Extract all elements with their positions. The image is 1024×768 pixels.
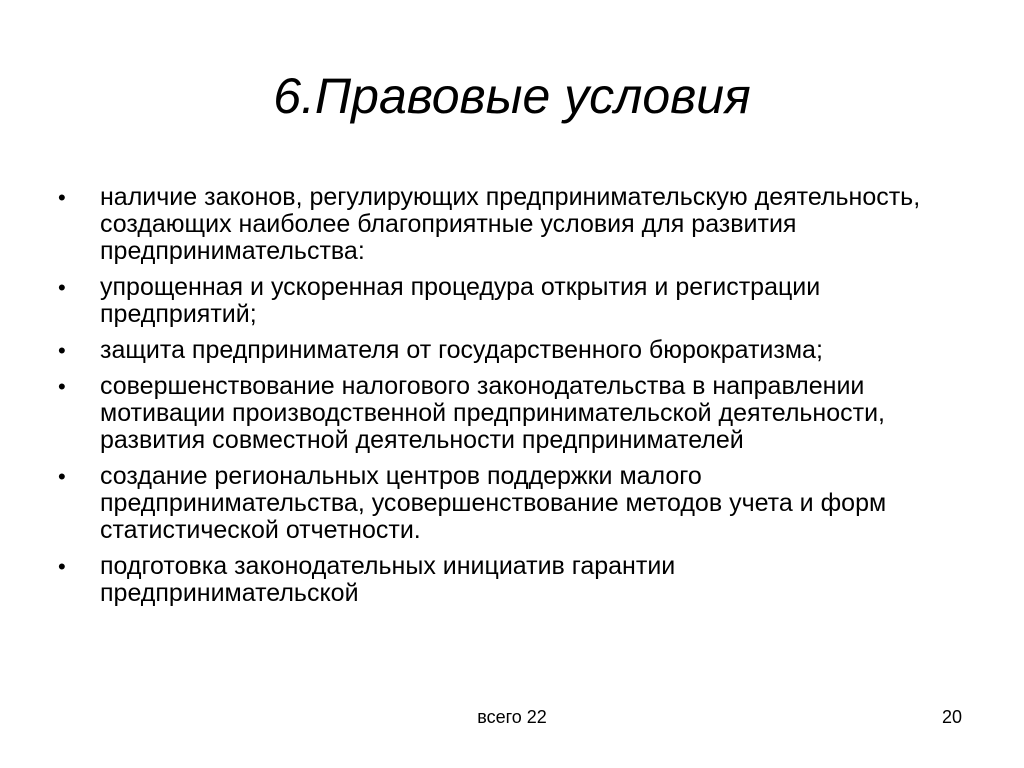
- bullet-dot-icon: •: [58, 185, 66, 210]
- bullet-item: [56, 274, 926, 328]
- bullet-text: упрощенная и ускоренная процедура открытия и регистрации предприятий;: [100, 273, 821, 328]
- footer-page-number: 20: [941, 707, 962, 727]
- bullet-text: совершенствование налогового законодательства в направлении мотивации производственной предпринимательской деятельности, развития совместной деятельности предпринимателей: [100, 372, 885, 454]
- bullet-dot-icon: •: [58, 374, 66, 399]
- bullet-dot-icon: •: [58, 554, 66, 579]
- bullet-dot-icon: •: [58, 275, 66, 300]
- bullet-item: [56, 463, 926, 544]
- footer-total-label: всего 22: [477, 707, 547, 727]
- bullet-list: [56, 184, 926, 616]
- bullet-dot-icon: •: [58, 464, 66, 489]
- bullet-item: [56, 553, 926, 607]
- slide-title: 6.Правовые условия: [273, 68, 751, 124]
- bullet-text: подготовка законодательных инициатив гарантии предпринимательской: [100, 552, 676, 607]
- bullet-dot-icon: •: [58, 338, 66, 363]
- bullet-text: создание региональных центров поддержки малого предпринимательства, усовершенствование методов учета и форм статистической отчетности.: [100, 462, 887, 544]
- bullet-text: наличие законов, регулирующих предпринимательскую деятельность, создающих наиболее благоприятные условия для развития предпринимательства:: [100, 183, 921, 265]
- bullet-item: [56, 184, 926, 265]
- bullet-text: защита предпринимателя от государственного бюрократизма;: [100, 336, 823, 364]
- bullet-item: [56, 337, 926, 364]
- bullet-item: [56, 373, 926, 454]
